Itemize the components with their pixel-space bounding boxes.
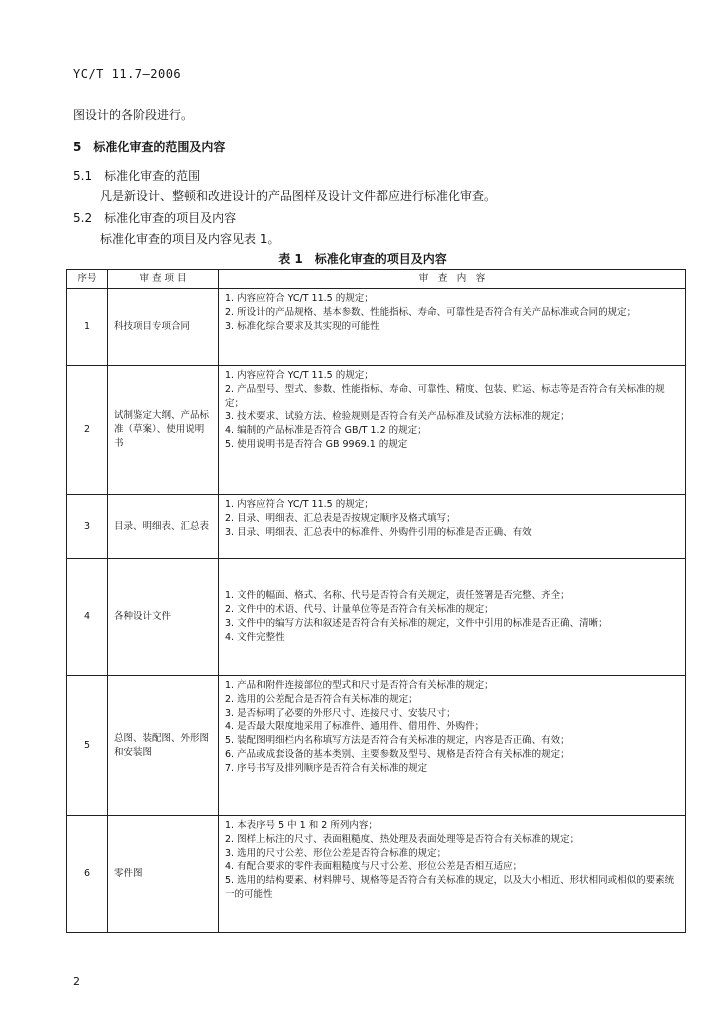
content-line: 3. 技术要求、试验方法、检验规则是否符合有关产品标准及试验方法标准的规定； — [225, 411, 570, 423]
continuation-text: 图设计的各阶段进行。 — [73, 108, 194, 122]
content-line: 2. 文件中的术语、代号、计量单位等是否符合有关标准的规定； — [225, 604, 494, 616]
section-5-1-heading: 5.1 标准化审查的范围 — [73, 169, 201, 183]
content-line: 1. 内容应符合 YC/T 11.5 的规定； — [225, 293, 374, 304]
content-line: 4. 是否最大限度地采用了标准件、通用件、借用件、外购件； — [225, 721, 485, 733]
content-line: 4. 文件完整性 — [225, 631, 285, 643]
review-content — [219, 495, 686, 559]
document-header: YC/T 11.7—2006 — [73, 67, 182, 81]
review-item: 科技项目专项合同 — [108, 289, 219, 366]
content-line: 4. 编制的产品标准是否符合 GB/T 1.2 的规定； — [225, 425, 427, 437]
content-line: 3. 标准化综合要求及其实现的可能性 — [225, 320, 380, 332]
content-line: 1. 本表序号 5 中 1 和 2 所列内容； — [225, 820, 378, 831]
section-5-heading: 5 标准化审查的范围及内容 — [73, 140, 226, 154]
review-item: 总图、装配图、外形图和安装图 — [108, 676, 219, 816]
content-line: 3. 选用的尺寸公差、形位公差是否符合标准的规定； — [225, 847, 447, 859]
review-content — [219, 366, 686, 495]
table-caption: 表 1 标准化审查的项目及内容 — [278, 252, 447, 266]
content-line: 3. 目录、明细表、汇总表中的标准件、外购件引用的标准是否正确、有效 — [225, 526, 532, 538]
content-line: 2. 图样上标注的尺寸、表面粗糙度、热处理及表面处理等是否符合有关标准的规定； — [225, 833, 580, 845]
review-item: 目录、明细表、汇总表 — [108, 495, 219, 559]
review-content — [219, 816, 686, 933]
content-line: 1. 文件的幅面、格式、名称、代号是否符合有关规定，责任签署是否完整、齐全； — [225, 590, 570, 602]
section-5-2-text: 标准化审查的项目及内容见表 1。 — [100, 232, 280, 246]
review-item: 各种设计文件 — [108, 559, 219, 676]
content-line: 2. 产品型号、型式、参数、性能指标、寿命、可靠性、精度、包装、贮运、标志等是否符合有关标准的规定； — [225, 383, 665, 409]
review-content — [219, 289, 686, 366]
section-5-1-text: 凡是新设计、整顿和改进设计的产品图样及设计文件都应进行标准化审查。 — [100, 189, 497, 203]
page-number: 2 — [73, 975, 80, 988]
content-line: 1. 内容应符合 YC/T 11.5 的规定； — [225, 499, 374, 510]
column-header-content: 审 查 内 容 — [219, 270, 686, 289]
section-5-2-heading: 5.2 标准化审查的项目及内容 — [73, 211, 237, 225]
review-items-table — [66, 269, 686, 933]
content-line: 2. 所设计的产品规格、基本参数、性能指标、寿命、可靠性是否符合有关产品标准或合同的规定； — [225, 306, 637, 318]
review-item: 试制鉴定大纲、产品标准（草案）、使用说明书 — [108, 366, 219, 495]
table-header-row — [67, 270, 686, 289]
content-line: 5. 装配图明细栏内名称填写方法是否符合有关标准的规定，内容是否正确、有效； — [225, 735, 570, 747]
content-line: 5. 选用的结构要素、材料牌号、规格等是否符合有关标准的规定，以及大小相近、形状相同或相似的要素统一的可能性 — [225, 875, 675, 900]
row-number: 2 — [67, 366, 108, 495]
table-row — [67, 816, 686, 933]
content-line: 7. 序号书写及排列顺序是否符合有关标准的规定 — [225, 762, 428, 774]
row-number: 3 — [67, 495, 108, 559]
content-line: 5. 使用说明书是否符合 GB 9969.1 的规定 — [225, 438, 408, 450]
table-row — [67, 289, 686, 366]
review-content — [219, 676, 686, 816]
content-line: 2. 目录、明细表、汇总表是否按规定顺序及格式填写； — [225, 512, 456, 524]
content-line: 1. 内容应符合 YC/T 11.5 的规定； — [225, 370, 374, 381]
content-line: 2. 选用的公差配合是否符合有关标准的规定； — [225, 693, 418, 705]
row-number: 1 — [67, 289, 108, 366]
review-item: 零件图 — [108, 816, 219, 933]
review-content — [219, 559, 686, 676]
row-number: 5 — [67, 676, 108, 816]
column-header-number: 序号 — [67, 270, 108, 289]
table-row — [67, 559, 686, 676]
table-row — [67, 495, 686, 559]
row-number: 4 — [67, 559, 108, 676]
content-line: 3. 文件中的编写方法和叙述是否符合有关标准的规定，文件中引用的标准是否正确、清晰； — [225, 618, 608, 629]
row-number: 6 — [67, 816, 108, 933]
table-row — [67, 366, 686, 495]
table-row — [67, 676, 686, 816]
content-line: 6. 产品或成套设备的基本类别、主要参数及型号、规格是否符合有关标准的规定； — [225, 748, 570, 760]
content-line: 4. 有配合要求的零件表面粗糙度与尺寸公差、形位公差是否相互适应； — [225, 861, 523, 873]
content-line: 3. 是否标明了必要的外形尺寸、连接尺寸、安装尺寸； — [225, 707, 456, 719]
content-line: 1. 产品和附件连接部位的型式和尺寸是否符合有关标准的规定； — [225, 680, 494, 691]
column-header-item: 审 查 项 目 — [108, 270, 219, 289]
